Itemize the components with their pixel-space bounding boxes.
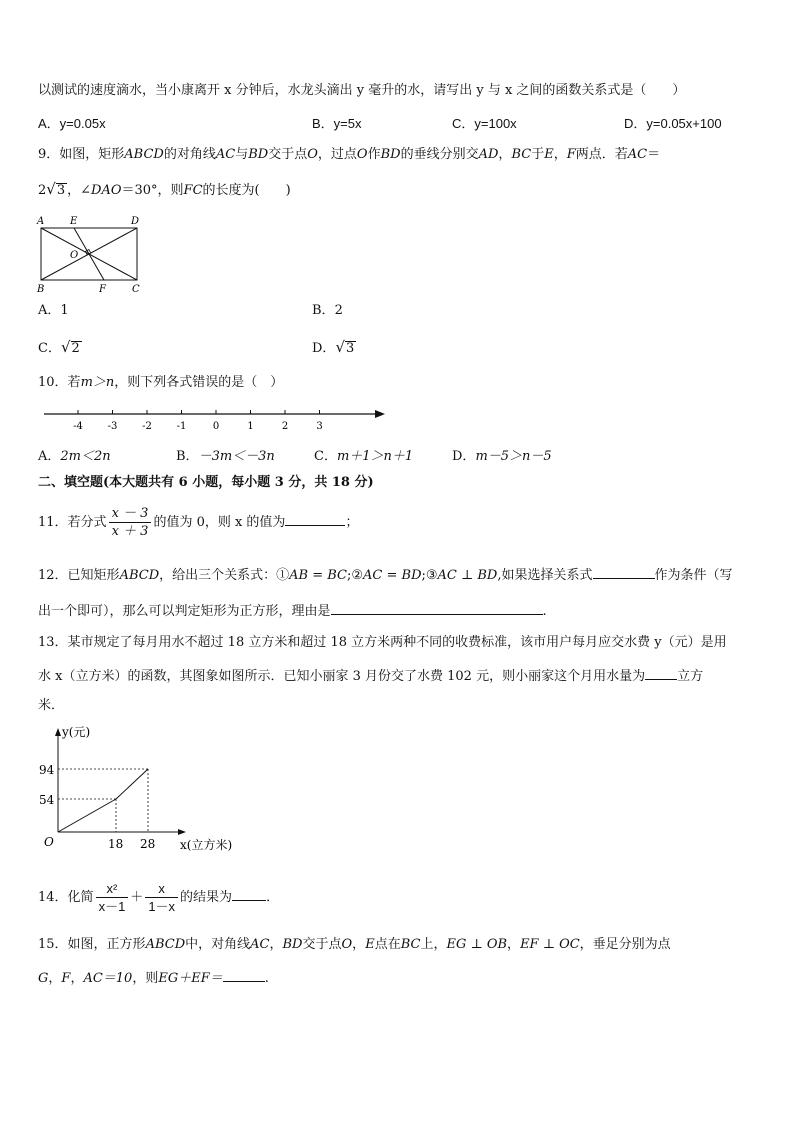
number-line-tick-label: -4	[73, 421, 83, 432]
q12-condition-blank[interactable]	[593, 564, 655, 579]
number-line	[40, 404, 390, 432]
q11-fraction: $\frac{x - 3}{x + 3}$	[109, 506, 152, 539]
number-line-tick-label: -2	[142, 421, 152, 432]
q12-stem-line2: 出一个即可），那么可以判定矩形为正方形，理由是 .	[38, 600, 547, 621]
q13-stem-line1: 13．某市规定了每月用水不超过 18 立方米和超过 18 立方米两种不同的收费标准，该市用户每月应交水费 y（元）是用	[38, 635, 727, 650]
q10-option-b: B．－3m＜－3n	[176, 449, 275, 464]
q12-stem-line1: 12．已知矩形ABCD，给出三个关系式：①AB = BC;②AC = BD;③AC ⊥ BD,如果选择关系式 作为条件（写	[38, 564, 733, 585]
q9-option-c: C．√2	[38, 338, 80, 356]
q8-stem	[38, 82, 685, 100]
q10-option-c: C．m＋1＞n＋1	[314, 449, 414, 464]
q8-stem-text: 以测试的速度滴水，当小康离开 x 分钟后，水龙头滴出 y 毫升的水，请写出 y 与 x 之间的函数关系式是（ ）	[38, 83, 686, 98]
x-axis-label: x(立方米)	[180, 838, 233, 852]
label-a: A	[37, 216, 45, 227]
q15-answer-blank[interactable]	[223, 967, 265, 982]
label-o: O	[70, 250, 79, 261]
q9-option-a: A．1	[38, 303, 69, 318]
label-c: C	[132, 284, 140, 294]
q8-option-a: A．y=0.05x	[38, 116, 106, 131]
q9-option-d: D．√3	[312, 338, 355, 356]
number-line-tick-label: 0	[212, 421, 220, 432]
q12-reason-blank[interactable]	[331, 600, 543, 615]
q13-stem-line2: 水 x（立方米）的函数，其图象如图所示．已知小丽家 3 月份交了水费 102 元，则小丽家这个月用水量为 立方	[38, 665, 703, 686]
section-title: 二、填空题(本大题共有 6 小题，每小题 3 分，共 18 分)	[38, 475, 374, 490]
q9-option-b: B．2	[312, 303, 343, 318]
origin-label: O	[44, 835, 54, 849]
label-f: F	[99, 284, 106, 294]
number-line-tick-label: 1	[247, 421, 254, 432]
q8-option-c: C．y=100x	[452, 116, 517, 131]
q9-stem-line2: 2√3 ，∠DAO＝30°，则FC的长度为( )	[38, 180, 291, 198]
q14-fraction-2: $\frac{x}{1-x}$	[145, 881, 178, 914]
y-tick-94: 94	[39, 763, 55, 777]
q9-stem-line1: 9．如图，矩形ABCD的对角线AC与BD交于点O，过点O作BD的垂线分别交AD，BC于E，F两点．若AC＝	[38, 147, 661, 162]
q10-stem: 10．若m＞n，则下列各式错误的是（ ）	[38, 375, 284, 390]
q14-fraction-1: $\frac{\text{x²}}{x-1}$	[96, 881, 129, 914]
q10-option-d: D．m－5＞n－5	[452, 449, 552, 464]
q8-option-b: B．y=5x	[312, 116, 362, 131]
q11-answer-blank[interactable]	[285, 511, 345, 526]
x-tick-28: 28	[140, 837, 156, 851]
q8-option-d: D．y=0.05x+100	[624, 116, 722, 131]
number-line-tick-label: 2	[281, 421, 289, 432]
graph-segment-2	[116, 769, 148, 799]
label-b: B	[37, 284, 45, 294]
q15-stem-line2: G，F，AC＝10，则EG＋EF＝ .	[38, 967, 269, 988]
number-line-arrow-icon	[375, 410, 385, 418]
number-line-tick-label: 3	[316, 421, 323, 432]
y-axis-label: y(元)	[62, 725, 91, 739]
q11-stem: 11．若分式 $\frac{x - 3}{x + 3}$ 的值为 0，则 x 的值为 ；	[38, 506, 359, 539]
label-d: D	[131, 216, 140, 227]
q10-option-a: A．2m＜2n	[38, 449, 111, 464]
y-tick-54: 54	[39, 793, 55, 807]
q13-water-fee-graph	[36, 722, 252, 858]
q9-rectangle-figure	[34, 212, 144, 294]
q13-answer-blank[interactable]	[645, 665, 677, 680]
q13-stem-line3: 米．	[38, 698, 65, 713]
number-line-tick-label: -1	[176, 421, 187, 432]
y-axis-arrow-icon	[55, 728, 61, 736]
label-e: E	[70, 216, 78, 227]
q14-answer-blank[interactable]	[232, 886, 266, 901]
graph-segment-1	[58, 799, 116, 832]
x-tick-18: 18	[108, 837, 124, 851]
q14-stem: 14．化简 $\frac{\text{x²}}{x-1}$ ＋ $\frac{x}{1-x}$ 的结果为 ．	[38, 881, 280, 914]
x-axis-arrow-icon	[178, 829, 186, 835]
number-line-tick-label: -3	[107, 421, 118, 432]
q15-stem-line1: 15．如图，正方形ABCD中，对角线AC，BD交于点O，E点在BC上，EG ⊥ OB，EF ⊥ OC，垂足分别为点	[38, 937, 671, 952]
